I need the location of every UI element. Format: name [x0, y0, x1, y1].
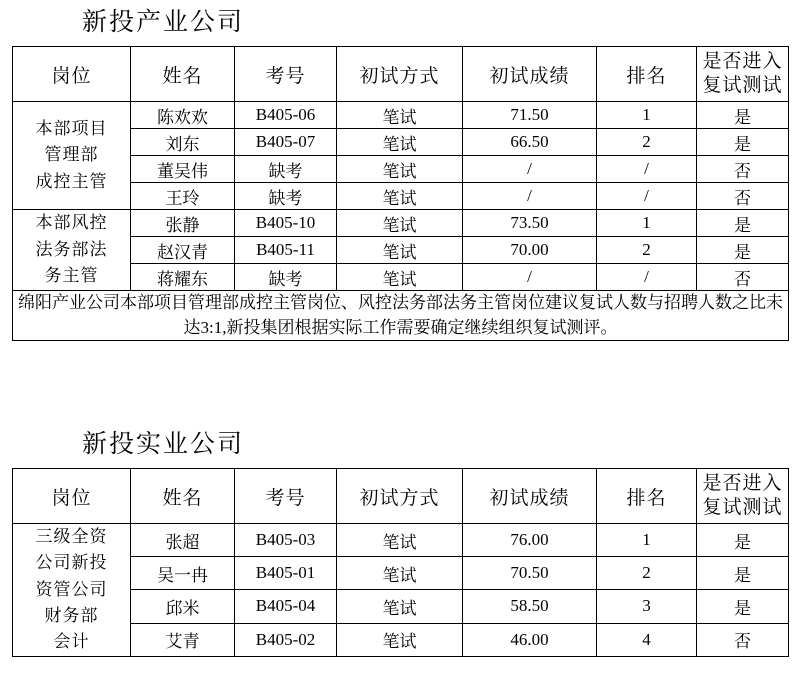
results-table-2 [12, 468, 789, 657]
cell-score: 70.00 [463, 237, 597, 264]
header-exam-no: 考号 [235, 469, 337, 524]
cell-name: 邱米 [131, 590, 235, 623]
cell-exam-no: B405-10 [235, 210, 337, 237]
cell-exam-no: 缺考 [235, 264, 337, 291]
cell-name: 董吴伟 [131, 156, 235, 183]
header-pass-line1: 是否进入 [702, 51, 783, 73]
cell-name: 吴一冉 [131, 557, 235, 590]
cell-rank: / [597, 183, 697, 210]
cell-score: / [463, 183, 597, 210]
cell-rank: 2 [597, 237, 697, 264]
table-header-row [13, 469, 789, 524]
cell-score: 66.50 [463, 129, 597, 156]
cell-pass: 是 [697, 524, 789, 557]
cell-score: / [463, 156, 597, 183]
header-score: 初试成绩 [463, 47, 597, 102]
cell-method: 笔试 [337, 623, 463, 656]
post-line: 会计 [53, 632, 90, 652]
post-line: 本部风控 [35, 213, 108, 233]
header-pass [697, 469, 789, 524]
cell-name: 赵汉青 [131, 237, 235, 264]
header-rank: 排名 [597, 469, 697, 524]
cell-exam-no: B405-07 [235, 129, 337, 156]
cell-pass: 是 [697, 129, 789, 156]
header-method: 初试方式 [337, 469, 463, 524]
table-header-row [13, 47, 789, 102]
post-line: 三级全资 [35, 527, 108, 546]
post-line: 管理部 [44, 145, 99, 165]
cell-method: 笔试 [337, 183, 463, 210]
cell-score: 76.00 [463, 524, 597, 557]
post-line: 财务部 [44, 606, 99, 626]
cell-pass: 否 [697, 183, 789, 210]
cell-score: / [463, 264, 597, 291]
header-pass-line1: 是否进入 [702, 473, 783, 495]
cell-pass: 是 [697, 237, 789, 264]
header-score: 初试成绩 [463, 469, 597, 524]
header-name: 姓名 [131, 469, 235, 524]
cell-rank: 1 [597, 102, 697, 129]
post-cell [13, 524, 131, 657]
header-name: 姓名 [131, 47, 235, 102]
post-cell [13, 102, 131, 210]
cell-pass: 否 [697, 156, 789, 183]
cell-exam-no: B405-03 [235, 524, 337, 557]
cell-exam-no: B405-11 [235, 237, 337, 264]
cell-exam-no: 缺考 [235, 183, 337, 210]
table-note-row [13, 291, 789, 341]
post-line: 务主管 [44, 266, 99, 286]
table-row [13, 102, 789, 129]
cell-score: 70.50 [463, 557, 597, 590]
header-rank: 排名 [597, 47, 697, 102]
cell-score: 73.50 [463, 210, 597, 237]
cell-name: 蒋耀东 [131, 264, 235, 291]
cell-exam-no: 缺考 [235, 156, 337, 183]
cell-name: 陈欢欢 [131, 102, 235, 129]
cell-name: 张静 [131, 210, 235, 237]
post-line: 成控主管 [35, 171, 108, 191]
cell-name: 张超 [131, 524, 235, 557]
cell-pass: 是 [697, 590, 789, 623]
cell-name: 刘东 [131, 129, 235, 156]
cell-rank: 3 [597, 590, 697, 623]
cell-method: 笔试 [337, 210, 463, 237]
cell-exam-no: B405-02 [235, 623, 337, 656]
table-row [13, 210, 789, 237]
cell-method: 笔试 [337, 129, 463, 156]
cell-name: 艾青 [131, 623, 235, 656]
header-post: 岗位 [13, 47, 131, 102]
header-exam-no: 考号 [235, 47, 337, 102]
header-pass-line2: 复试测试 [702, 497, 783, 518]
cell-exam-no: B405-04 [235, 590, 337, 623]
header-method: 初试方式 [337, 47, 463, 102]
cell-method: 笔试 [337, 590, 463, 623]
cell-name: 王玲 [131, 183, 235, 210]
cell-method: 笔试 [337, 102, 463, 129]
post-line: 法务部法 [35, 239, 108, 259]
post-cell [13, 210, 131, 291]
cell-score: 46.00 [463, 623, 597, 656]
cell-pass: 是 [697, 210, 789, 237]
cell-method: 笔试 [337, 524, 463, 557]
cell-exam-no: B405-06 [235, 102, 337, 129]
post-line: 资管公司 [35, 579, 108, 599]
table-row [13, 524, 789, 557]
section-title-2: 新投实业公司 [82, 431, 245, 458]
post-line: 公司新投 [35, 553, 108, 573]
cell-score: 71.50 [463, 102, 597, 129]
cell-rank: 1 [597, 210, 697, 237]
table-note: 绵阳产业公司本部项目管理部成控主管岗位、风控法务部法务主管岗位建议复试人数与招聘人数之比未达3:1,新投集团根据实际工作需要确定继续组织复试测评。 [13, 291, 789, 341]
cell-method: 笔试 [337, 264, 463, 291]
cell-pass: 否 [697, 264, 789, 291]
cell-rank: 2 [597, 129, 697, 156]
cell-method: 笔试 [337, 237, 463, 264]
cell-rank: 2 [597, 557, 697, 590]
cell-pass: 否 [697, 623, 789, 656]
cell-rank: / [597, 156, 697, 183]
post-line: 本部项目 [35, 118, 108, 138]
cell-method: 笔试 [337, 557, 463, 590]
cell-rank: 4 [597, 623, 697, 656]
header-pass-line2: 复试测试 [702, 75, 783, 96]
cell-rank: / [597, 264, 697, 291]
cell-pass: 是 [697, 557, 789, 590]
cell-pass: 是 [697, 102, 789, 129]
header-pass [697, 47, 789, 102]
header-post: 岗位 [13, 469, 131, 524]
cell-method: 笔试 [337, 156, 463, 183]
cell-score: 58.50 [463, 590, 597, 623]
cell-rank: 1 [597, 524, 697, 557]
section-title-1: 新投产业公司 [82, 9, 245, 36]
cell-exam-no: B405-01 [235, 557, 337, 590]
results-table-1 [12, 46, 789, 341]
